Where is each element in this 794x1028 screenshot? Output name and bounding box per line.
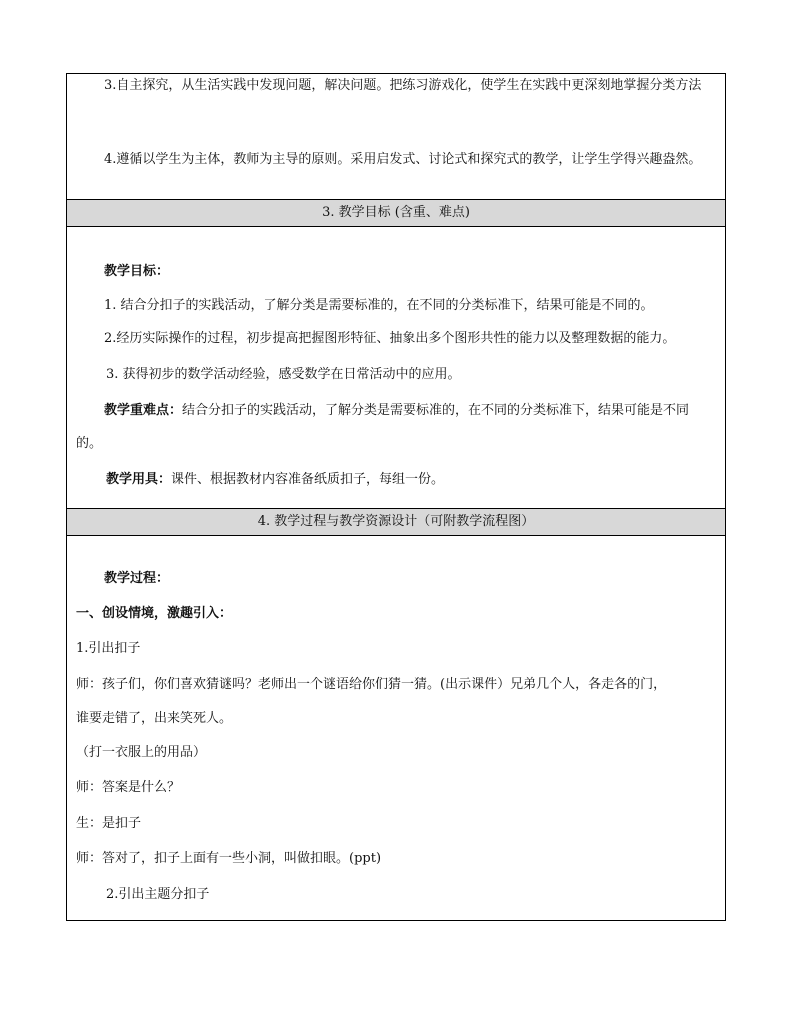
key-points-continued: 的。: [76, 436, 103, 451]
teacher-line-3: 师：答对了，扣子上面有一些小洞，叫做扣眼。(ppt): [76, 851, 382, 866]
method-line-4: 4.遵循以学生为主体，教师为主导的原则。采用启发式、讨论式和探究式的教学，让学生学得兴趣盎然。: [104, 152, 702, 167]
goals-label: 教学目标：: [104, 264, 170, 279]
key-points: [104, 402, 689, 420]
process-section: [67, 536, 725, 920]
process-header: 4. 教学过程与教学资源设计（可附教学流程图）: [67, 508, 725, 536]
teaching-tools: [106, 471, 444, 489]
goal-3: 3. 获得初步的数学活动经验，感受数学在日常活动中的应用。: [106, 367, 461, 382]
tools-label: 教学用具：: [106, 472, 172, 487]
key-points-text: 结合分扣子的实践活动，了解分类是需要标准的，在不同的分类标准下，结果可能是不同: [182, 403, 690, 418]
teacher-line-1b: 谁要走错了，出来笑死人。: [76, 711, 233, 726]
student-line-1: 生：是扣子: [76, 816, 142, 831]
goal-2: 2.经历实际操作的过程，初步提高把握图形特征、抽象出多个图形共性的能力以及整理数据的能力。: [104, 331, 676, 346]
item-1: 1.引出扣子: [76, 641, 141, 656]
goals-section: [67, 227, 725, 507]
process-label: 教学过程：: [104, 571, 170, 586]
method-line-3: 3.自主探究，从生活实践中发现问题，解决问题。把练习游戏化，使学生在实践中更深刻地掌握分类方法: [104, 78, 702, 93]
methods-section: [67, 74, 725, 199]
item-2: 2.引出主题分扣子: [106, 887, 210, 902]
key-points-label: 教学重难点：: [104, 403, 183, 418]
goal-1: 1. 结合分扣子的实践活动，了解分类是需要标准的，在不同的分类标准下，结果可能是不同的。: [104, 298, 654, 313]
step-1-label: 一、创设情境，激趣引入：: [76, 606, 233, 621]
riddle-hint: （打一衣服上的用品）: [76, 745, 207, 760]
lesson-plan-table: [66, 73, 726, 921]
tools-text: 课件、根据教材内容准备纸质扣子，每组一份。: [171, 472, 445, 487]
teacher-line-1a: 师：孩子们，你们喜欢猜谜吗？老师出一个谜语给你们猜一猜。(出示课件）兄弟几个人，各走各的门，: [76, 677, 667, 692]
teacher-line-2: 师：答案是什么？: [76, 780, 181, 795]
goals-header: 3. 教学目标 (含重、难点): [67, 199, 725, 227]
